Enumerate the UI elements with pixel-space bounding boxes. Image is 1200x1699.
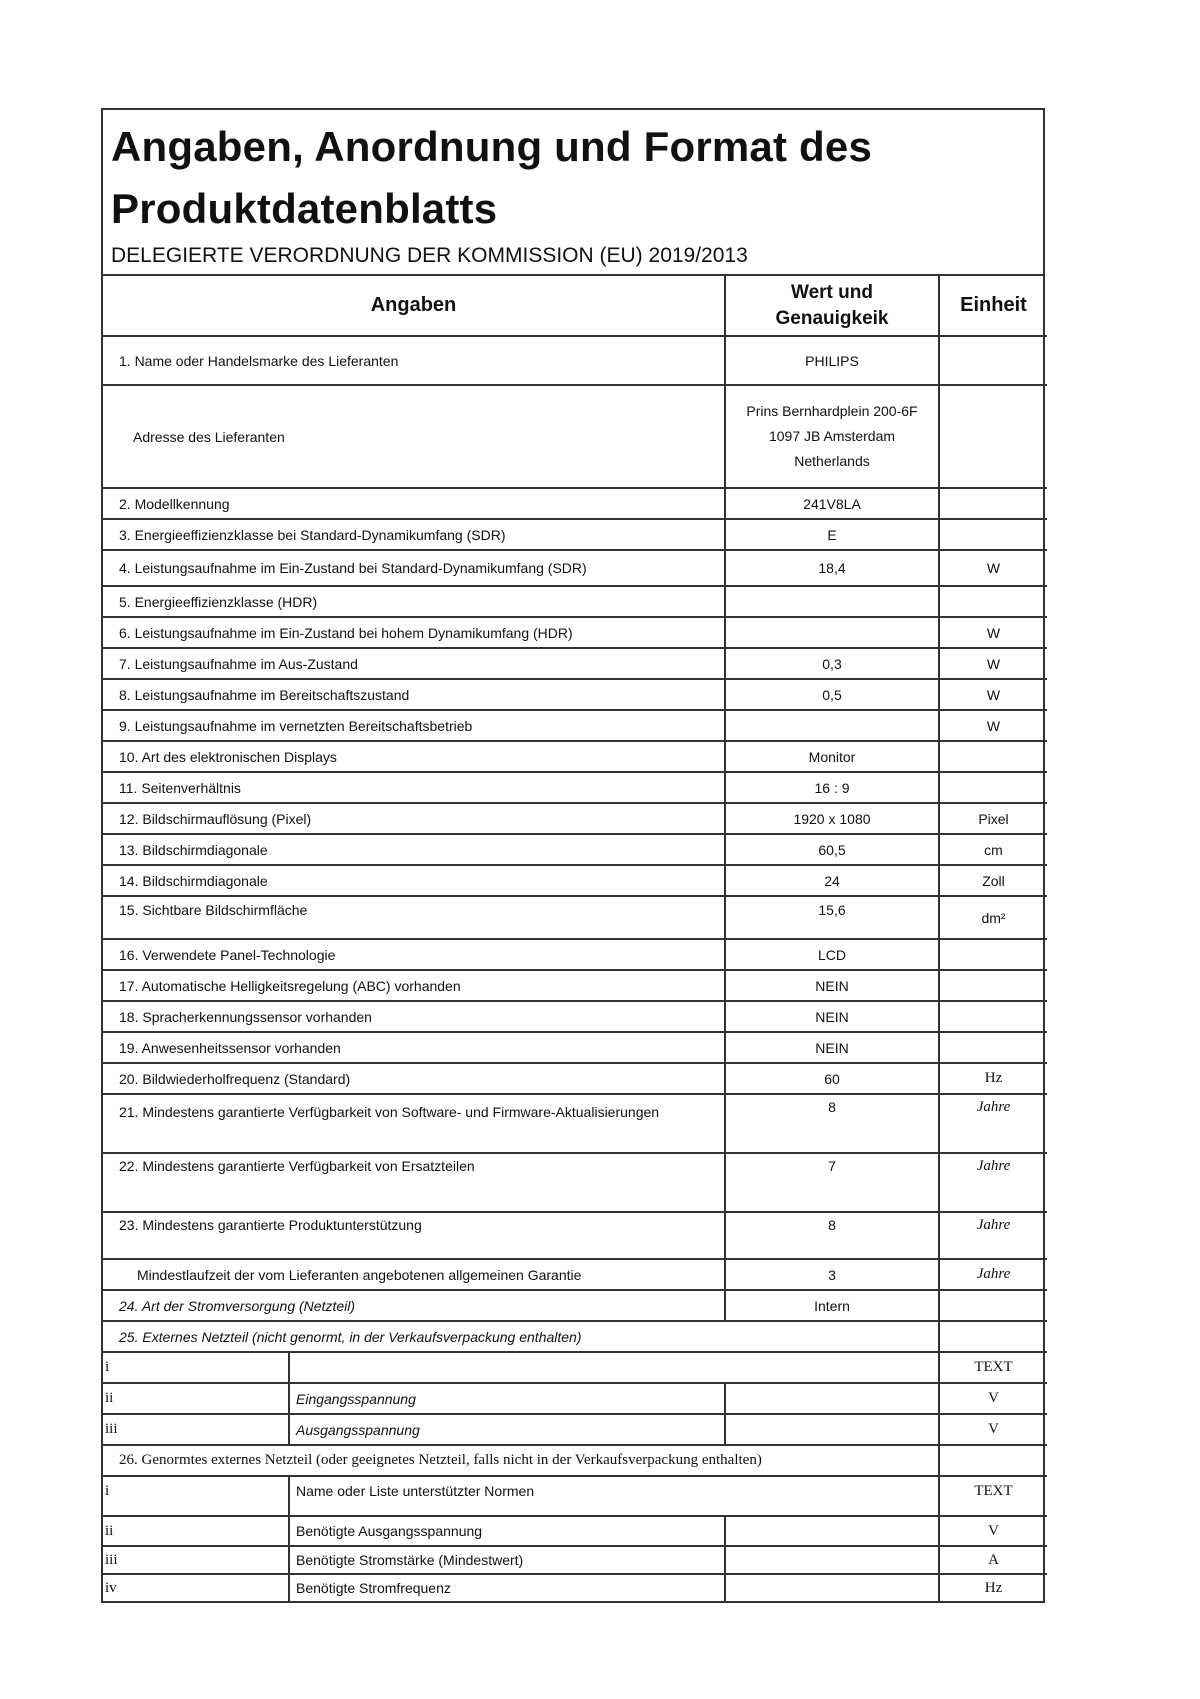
row-number: iv	[103, 1574, 289, 1601]
row-value: 60,5	[725, 834, 939, 865]
row-number: i	[103, 1476, 289, 1516]
table-row	[103, 834, 1047, 865]
row-label: 6. Leistungsaufnahme im Ein-Zustand bei hohem Dynamikumfang (HDR)	[103, 617, 725, 648]
datasheet-table	[103, 276, 1047, 1601]
row-label: 4. Leistungsaufnahme im Ein-Zustand bei Standard-Dynamikumfang (SDR)	[103, 550, 725, 586]
row-value	[725, 710, 939, 741]
row-value: 3	[725, 1259, 939, 1290]
row-value: 241V8LA	[725, 488, 939, 519]
row-label: 8. Leistungsaufnahme im Bereitschaftszustand	[103, 679, 725, 710]
row-value: 18,4	[725, 550, 939, 586]
table-row	[103, 865, 1047, 896]
row-value: 16 : 9	[725, 772, 939, 803]
table-row	[103, 1212, 1047, 1259]
row-value: PHILIPS	[725, 336, 939, 385]
table-row	[103, 896, 1047, 939]
row-number: ii	[103, 1516, 289, 1546]
row-value: 60	[725, 1063, 939, 1094]
row-unit: Jahre	[939, 1259, 1047, 1290]
row-unit	[939, 385, 1047, 488]
row-value: NEIN	[725, 970, 939, 1001]
row-unit: A	[939, 1546, 1047, 1574]
row-unit: Jahre	[939, 1094, 1047, 1153]
row-label: 23. Mindestens garantierte Produktunterstützung	[103, 1212, 725, 1259]
table-row	[103, 1094, 1047, 1153]
row-label: 2. Modellkennung	[103, 488, 725, 519]
row-label: 5. Energieeffizienzklasse (HDR)	[103, 586, 725, 617]
row-unit: Hz	[939, 1574, 1047, 1601]
table-row	[103, 1063, 1047, 1094]
row-label: 7. Leistungsaufnahme im Aus-Zustand	[103, 648, 725, 679]
title-block	[103, 110, 1043, 276]
row-value: LCD	[725, 939, 939, 970]
section-label: 26. Genormtes externes Netzteil (oder geeignetes Netzteil, falls nicht in der Verkaufsverpackung enthalten)	[103, 1445, 939, 1476]
row-number: i	[103, 1352, 289, 1383]
row-value	[725, 1414, 939, 1445]
row-value	[725, 617, 939, 648]
page-title: Angaben, Anordnung und Format des Produktdatenblatts	[111, 123, 873, 232]
row-label: Benötigte Ausgangsspannung	[289, 1516, 725, 1546]
row-unit	[939, 741, 1047, 772]
row-value	[725, 1383, 939, 1414]
row-label: 18. Spracherkennungssensor vorhanden	[103, 1001, 725, 1032]
row-number: iii	[103, 1546, 289, 1574]
row-label: 13. Bildschirmdiagonale	[103, 834, 725, 865]
section-26-header	[103, 1445, 1047, 1476]
row-unit: V	[939, 1383, 1047, 1414]
header-einheit: Einheit	[939, 276, 1047, 336]
row-value	[725, 586, 939, 617]
row-unit: V	[939, 1414, 1047, 1445]
row-value: NEIN	[725, 1032, 939, 1063]
row-unit: Zoll	[939, 865, 1047, 896]
row-label: 15. Sichtbare Bildschirmfläche	[103, 896, 725, 939]
row-value: Monitor	[725, 741, 939, 772]
table-row	[103, 1352, 1047, 1383]
table-row	[103, 679, 1047, 710]
row-value: 1920 x 1080	[725, 803, 939, 834]
row-unit	[939, 586, 1047, 617]
row-unit: W	[939, 617, 1047, 648]
row-unit: TEXT	[939, 1476, 1047, 1516]
row-label: 10. Art des elektronischen Displays	[103, 741, 725, 772]
row-value: 8	[725, 1094, 939, 1153]
table-row	[103, 1414, 1047, 1445]
row-unit	[939, 336, 1047, 385]
table-row	[103, 1476, 1047, 1516]
row-label: 1. Name oder Handelsmarke des Lieferanten	[103, 336, 725, 385]
row-value: 8	[725, 1212, 939, 1259]
row-unit	[939, 519, 1047, 550]
row-unit: W	[939, 550, 1047, 586]
row-label: 20. Bildwiederholfrequenz (Standard)	[103, 1063, 725, 1094]
table-row	[103, 772, 1047, 803]
row-value	[725, 1546, 939, 1574]
table-row	[103, 1259, 1047, 1290]
row-value: 24	[725, 865, 939, 896]
row-number: iii	[103, 1414, 289, 1445]
table-row	[103, 1546, 1047, 1574]
table-row	[103, 488, 1047, 519]
section-label: 25. Externes Netzteil (nicht genormt, in der Verkaufsverpackung enthalten)	[103, 1321, 939, 1352]
row-value: NEIN	[725, 1001, 939, 1032]
table-row	[103, 550, 1047, 586]
table-row	[103, 586, 1047, 617]
row-unit: Hz	[939, 1063, 1047, 1094]
row-unit: W	[939, 710, 1047, 741]
row-unit: V	[939, 1516, 1047, 1546]
row-unit	[939, 1290, 1047, 1321]
table-row	[103, 385, 1047, 488]
row-unit	[939, 1032, 1047, 1063]
table-row	[103, 617, 1047, 648]
table-row	[103, 710, 1047, 741]
row-unit: W	[939, 679, 1047, 710]
row-label: 11. Seitenverhältnis	[103, 772, 725, 803]
table-row	[103, 1153, 1047, 1212]
row-value: Intern	[725, 1290, 939, 1321]
header-angaben: Angaben	[103, 276, 725, 336]
row-unit	[939, 1001, 1047, 1032]
row-label: Ausgangsspannung	[289, 1414, 725, 1445]
table-row	[103, 519, 1047, 550]
row-label: 9. Leistungsaufnahme im vernetzten Bereitschaftsbetrieb	[103, 710, 725, 741]
row-value	[725, 1574, 939, 1601]
row-unit: W	[939, 648, 1047, 679]
row-value: Prins Bernhardplein 200-6F 1097 JB Amsterdam Netherlands	[725, 385, 939, 488]
row-value: 15,6	[725, 896, 939, 939]
row-value: 0,5	[725, 679, 939, 710]
row-value: E	[725, 519, 939, 550]
row-label	[289, 1352, 939, 1383]
row-label: 24. Art der Stromversorgung (Netzteil)	[103, 1290, 725, 1321]
row-unit	[939, 488, 1047, 519]
row-label: Name oder Liste unterstützter Normen	[289, 1476, 939, 1516]
row-unit	[939, 970, 1047, 1001]
section-25-header	[103, 1321, 1047, 1352]
table-row	[103, 1290, 1047, 1321]
table-row	[103, 970, 1047, 1001]
row-label: Mindestlaufzeit der vom Lieferanten angebotenen allgemeinen Garantie	[103, 1259, 725, 1290]
row-label: 16. Verwendete Panel-Technologie	[103, 939, 725, 970]
row-label: Benötigte Stromstärke (Mindestwert)	[289, 1546, 725, 1574]
table-header-row	[103, 276, 1047, 336]
row-number: ii	[103, 1383, 289, 1414]
table-row	[103, 1383, 1047, 1414]
row-label: 14. Bildschirmdiagonale	[103, 865, 725, 896]
table-row	[103, 1516, 1047, 1546]
row-label: 19. Anwesenheitssensor vorhanden	[103, 1032, 725, 1063]
table-row	[103, 648, 1047, 679]
row-unit: TEXT	[939, 1352, 1047, 1383]
row-label: 3. Energieeffizienzklasse bei Standard-Dynamikumfang (SDR)	[103, 519, 725, 550]
row-unit: dm²	[939, 896, 1047, 939]
row-label: 17. Automatische Helligkeitsregelung (ABC) vorhanden	[103, 970, 725, 1001]
row-label: Benötigte Stromfrequenz	[289, 1574, 725, 1601]
row-value: 0,3	[725, 648, 939, 679]
row-label: 12. Bildschirmauflösung (Pixel)	[103, 803, 725, 834]
row-unit: Pixel	[939, 803, 1047, 834]
table-row	[103, 1574, 1047, 1601]
product-datasheet	[101, 108, 1045, 1603]
row-label: 21. Mindestens garantierte Verfügbarkeit von Software- und Firmware-Aktualisierungen	[103, 1094, 725, 1153]
regulation-subtitle: DELEGIERTE VERORDNUNG DER KOMMISSION (EU) 2019/2013	[111, 244, 748, 267]
table-row	[103, 803, 1047, 834]
row-unit	[939, 772, 1047, 803]
header-wert: Wert und Genauigkeik	[725, 276, 939, 336]
table-row	[103, 1032, 1047, 1063]
row-unit: Jahre	[939, 1212, 1047, 1259]
row-value: 7	[725, 1153, 939, 1212]
table-row	[103, 939, 1047, 970]
row-label: 22. Mindestens garantierte Verfügbarkeit von Ersatzteilen	[103, 1153, 725, 1212]
table-row	[103, 336, 1047, 385]
row-value	[725, 1516, 939, 1546]
row-label: Eingangsspannung	[289, 1383, 725, 1414]
table-row	[103, 1001, 1047, 1032]
row-unit	[939, 939, 1047, 970]
table-row	[103, 741, 1047, 772]
row-unit: Jahre	[939, 1153, 1047, 1212]
row-label: Adresse des Lieferanten	[103, 385, 725, 488]
row-unit: cm	[939, 834, 1047, 865]
